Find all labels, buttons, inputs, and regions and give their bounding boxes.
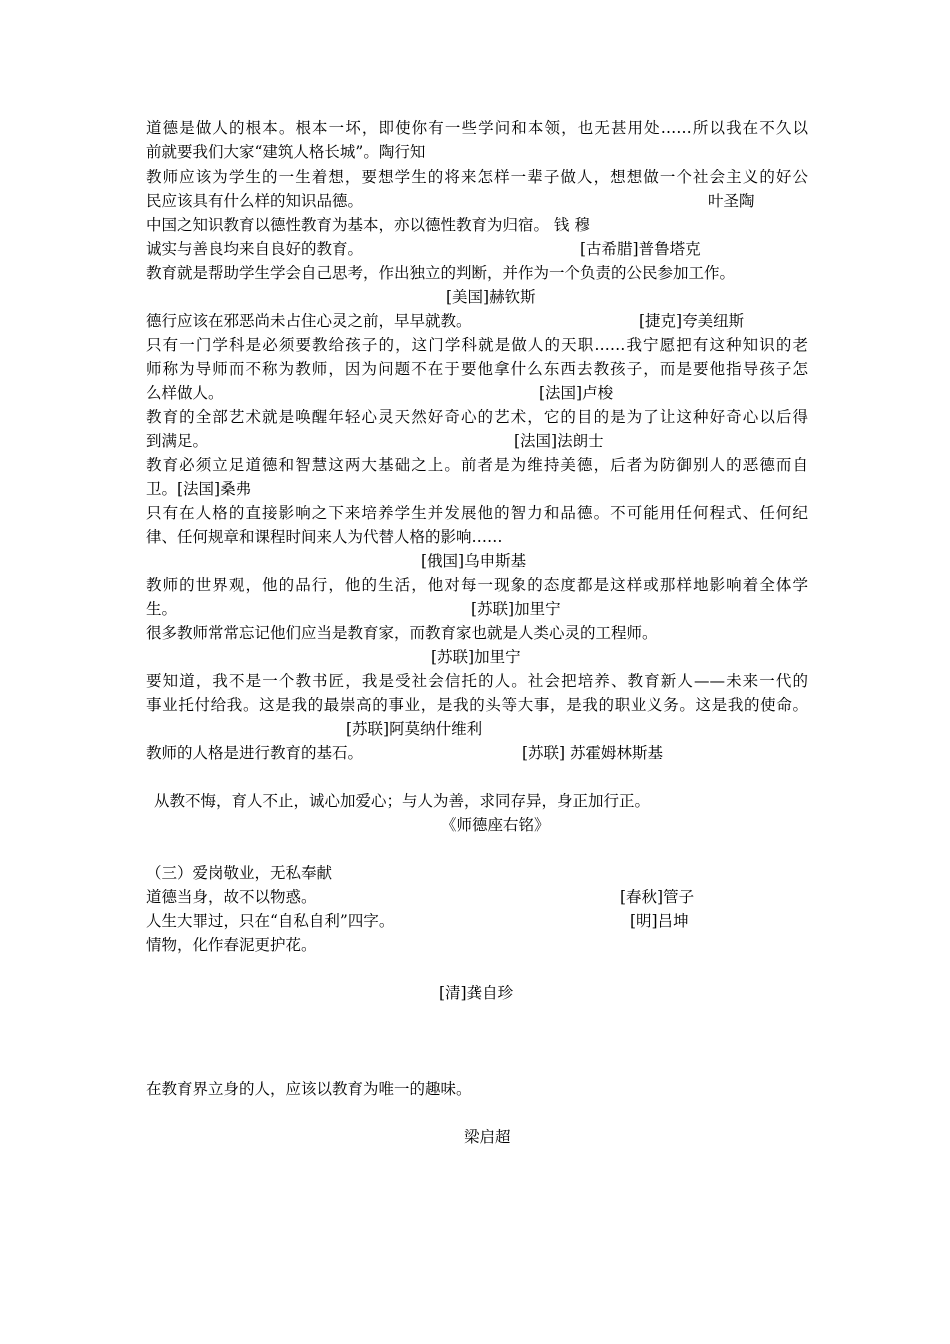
quote-author: [清]龚自珍 [439, 984, 514, 1002]
text-line: 道德当身，故不以物惑。 [146, 888, 317, 906]
quote-author: [法国]卢梭 [539, 384, 614, 402]
quote-author: [法国]法朗士 [514, 432, 604, 450]
quote-author: [苏联]加里宁 [471, 600, 561, 618]
quote-source: 《师德座右铭》 [441, 816, 550, 834]
text-line: 只有在人格的直接影响之下来培养学生并发展他的智力和品德。不可能用任何程式、任何纪 [146, 504, 808, 522]
text-line: 事业托付给我。这是我的最崇高的事业，是我的头等大事，是我的职业义务。这是我的使命。 [146, 696, 808, 714]
text-line: 只有一门学科是必须要教给孩子的，这门学科就是做人的天职……我宁愿把有这种知识的老 [146, 336, 808, 354]
section-heading: （三）爱岗敬业，无私奉献 [146, 864, 333, 882]
quote-author: [美国]赫钦斯 [446, 288, 536, 306]
text-line: 诚实与善良均来自良好的教育。 [146, 240, 364, 258]
text-line: 德行应该在邪恶尚未占住心灵之前，早早就教。 [146, 312, 472, 330]
text-line: 在教育界立身的人，应该以教育为唯一的趣味。 [146, 1080, 472, 1098]
text-line: 情物，化作春泥更护花。 [146, 936, 317, 954]
text-line: 人生大罪过，只在“自私自利”四字。 [146, 912, 395, 930]
text-line: 很多教师常常忘记他们应当是教育家，而教育家也就是人类心灵的工程师。 [146, 624, 658, 642]
text-line: 教师的世界观，他的品行，他的生活，他对每一现象的态度都是这样或那样地影响着全体学 [146, 576, 808, 594]
text-line: 么样做人。 [146, 384, 224, 402]
text-line: 律、任何规章和课程时间来人为代替人格的影响…… [146, 528, 503, 546]
text-line: 教育就是帮助学生学会自己思考，作出独立的判断，并作为一个负责的公民参加工作。 [146, 264, 736, 282]
text-line: 师称为导师而不称为教师，因为问题不在于要他拿什么东西去教孩子，而是要他指导孩子怎 [146, 360, 808, 378]
text-line: 从教不悔，育人不止，诚心加爱心；与人为善，求同存异，身正加行正。 [154, 792, 651, 810]
text-line: 前就要我们大家“建筑人格长城”。陶行知 [146, 143, 426, 161]
text-line: 到满足。 [146, 432, 209, 450]
quote-author: 梁启超 [464, 1128, 511, 1146]
text-line: 教育必须立足道德和智慧这两大基础之上。前者是为维持美德，后者为防御别人的恶德而自 [146, 456, 808, 474]
quote-author: [春秋]管子 [620, 888, 695, 906]
text-line: 要知道，我不是一个教书匠，我是受社会信托的人。社会把培养、教育新人——未来一代的 [146, 672, 808, 690]
text-line: 生。 [146, 600, 178, 618]
text-line: 教师的人格是进行教育的基石。 [146, 744, 364, 762]
quote-author: [捷克]夸美纽斯 [639, 312, 745, 330]
quote-author: [明]吕坤 [630, 912, 689, 930]
text-line: 中国之知识教育以德性教育为基本，亦以德性教育为归宿。 钱 穆 [146, 216, 590, 234]
quote-author: [俄国]乌申斯基 [421, 552, 527, 570]
text-line: 民应该具有什么样的知识品德。 [146, 192, 364, 210]
quote-author: [古希腊]普鲁塔克 [580, 240, 701, 258]
quote-author: [苏联] 苏霍姆林斯基 [522, 744, 664, 762]
text-line: 道德是做人的根本。根本一坏，即使你有一些学问和本领，也无甚用处……所以我在不久以 [146, 119, 808, 137]
quote-author: [苏联]阿莫纳什维利 [346, 720, 483, 738]
quote-author: 叶圣陶 [708, 192, 755, 210]
quote-author: [苏联]加里宁 [431, 648, 521, 666]
text-line: 教师应该为学生的一生着想，要想学生的将来怎样一辈子做人，想想做一个社会主义的好公 [146, 168, 808, 186]
text-line: 教育的全部艺术就是唤醒年轻心灵天然好奇心的艺术，它的目的是为了让这种好奇心以后得 [146, 408, 808, 426]
text-line: 卫。[法国]桑弗 [146, 480, 252, 498]
